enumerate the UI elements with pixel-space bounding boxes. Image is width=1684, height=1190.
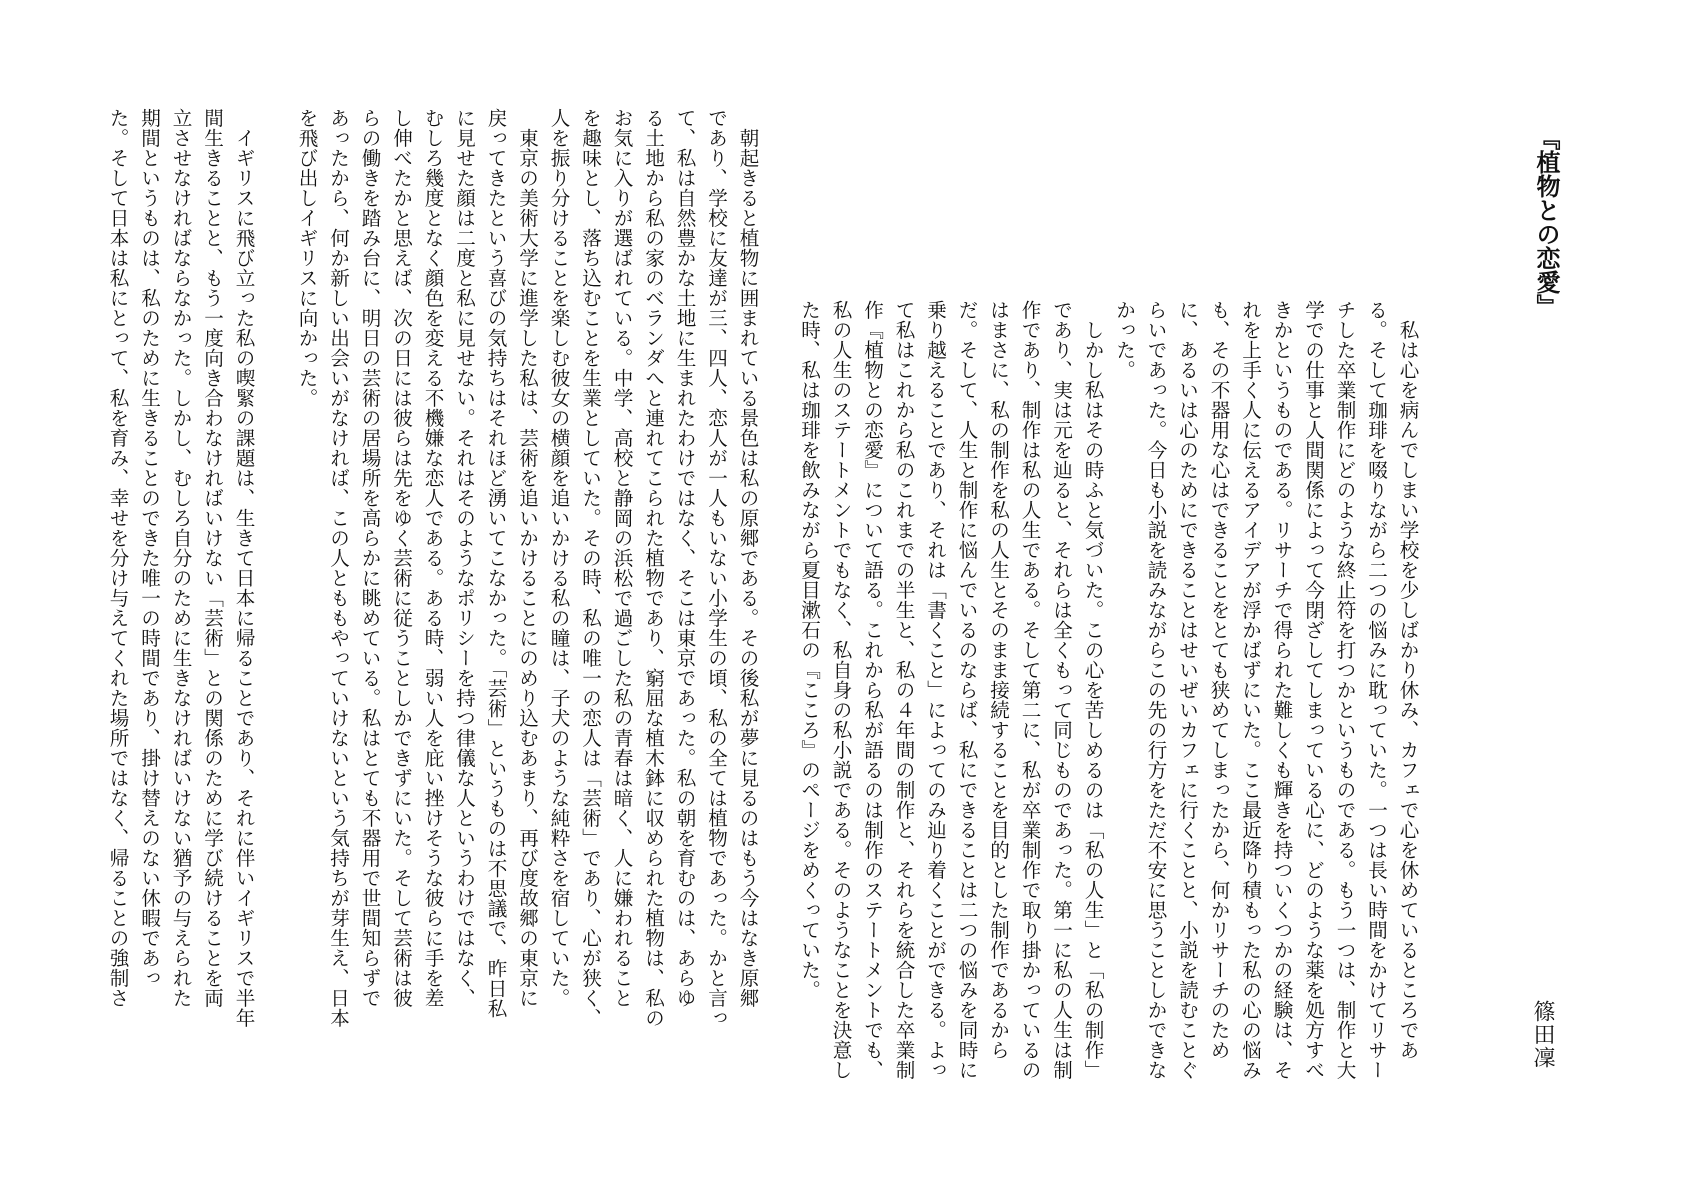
- section-two-text: [70, 108, 826, 1028]
- paragraph: 朝起きると植物に囲まれている景色は私の原郷である。その後私が夢に見るのはもう今はなき原郷 であり、学校に友達が三、四人、恋人が一人もいない小学生の頃、私の全ては植物であった。かと言っ て、私は自然豊かな土地に生まれたわけではなく、そこは東京であった。私の朝を育むのは、あらゆ る土地から私の家のベランダへと連れてこられた植物であり、窮屈な植木鉢に収められた植物は、私の お気に入りが選ばれている。中学、高校と静岡の浜松で過ごした私の青春は暗く、人に嫌われること を趣味とし、落ち込むことを生業としていた。その時、私の唯一の恋人は「芸術」であり、心が狭く、 人を振り分けることを楽しむ彼女の横顔を追いかける私の瞳は、子犬のような純粋さを宿していた。: [547, 108, 759, 1028]
- paragraph-spacer: [259, 108, 291, 1028]
- section-one-text: [762, 300, 1487, 1080]
- paragraph: しかし私はその時ふと気づいた。この心を苦しめるのは「私の人生」と「私の制作」 であり、実は元を辿ると、それらは全くもって同じものであった。第一に私の人生は制 作であり、制作は私の人生である。そして第二に、私が卒業制作で取り掛かっているの はまさに、私の制作を私の人生とそのまま接続することを目的とした制作であるから だ。そして、人生と制作に悩んでいるのならば、私にできることは二つの悩みを同時に 乗り越えることであり、それは「書くこと」によってのみ辿り着くことができる。よっ て私はこれから私のこれまでの半生と、私の４年間の制作と、それらを統合した卒業制 作『植物との恋愛』について語る。これから私が語るのは制作のステートメントでも、 私の人生のステートメントでもなく、私自身の私小説である。そのようなことを決意し た時、私は珈琲を飲みながら夏目漱石の『こころ』のページをめくっていた。: [797, 300, 1104, 1080]
- author-name: 篠田凜: [1530, 1000, 1555, 1069]
- paragraph: 東京の美術大学に進学した私は、芸術を追いかけることにのめり込むあまり、再び度故郷の東京に 戻ってきたという喜びの気持ちはそれほど湧いてこなかった。「芸術」というものは不思議で、昨日私 に見せた顔は二度と私に見せない。それはそのようなポリシーを持つ律儀な人というわけではなく、 むしろ幾度となく顔色を変える不機嫌な恋人である。ある時、弱い人を庇い挫けそうな彼らに手を差 し伸べたかと思えば、次の日には彼らは先をゆく芸術に従うことしかできずにいた。そして芸術は彼 らの働きを踏み台に、明日の芸術の居場所を高らかに眺めている。私はとても不器用で世間知らずで あったから、何か新しい出会いがなければ、この人とももやっていけないという気持ちが芽生え、日本 を飛び出しイギリスに向かった。: [295, 108, 539, 1028]
- paragraph: 私は心を病んでしまい学校を少しばかり休み、カフェで心を休めているところであ る。そして珈琲を啜りながら二つの悩みに耽っていた。一つは長い時間をかけてリサー チした卒業制作にどのような終止符を打つかというものである。もう一つは、制作と大 学での仕事と人間関係によって今閉ざしてしまっている心に、どのような薬を処方すべ きかというものである。リサーチで得られた難しくも輝きを持ついくつかの経験は、そ れを上手く人に伝えるアイデアが浮かばずにいた。ここ最近降り積もった私の心の悩み も、その不器用な心はできることをとても狭めてしまったから、何かリサーチのため に、あるいは心のためにできることはせいぜいカフェに行くことと、小説を読むことぐ らいであった。今日も小説を読みながらこの先の行方をただ不安に思うことしかできな かった。: [1112, 300, 1419, 1080]
- document-title: 『植物との恋愛』: [1532, 126, 1561, 318]
- paragraph: イギリスに飛び立った私の喫緊の課題は、生きて日本に帰ることであり、それに伴いイギリスで半年 間生きることと、もう一度向き合わなければいけない「芸術」との関係のために学び続けることを両 立させなければならなかった。しかし、むしろ自分のために生きなければいけない猶予の与えられた 期間というものは、私のために生きることのできた唯一の時間であり、掛け替えのない休暇であっ た。そして日本は私にとって、私を育み、幸せを分け与えてくれた場所ではなく、帰ることの強制さ: [106, 108, 255, 1028]
